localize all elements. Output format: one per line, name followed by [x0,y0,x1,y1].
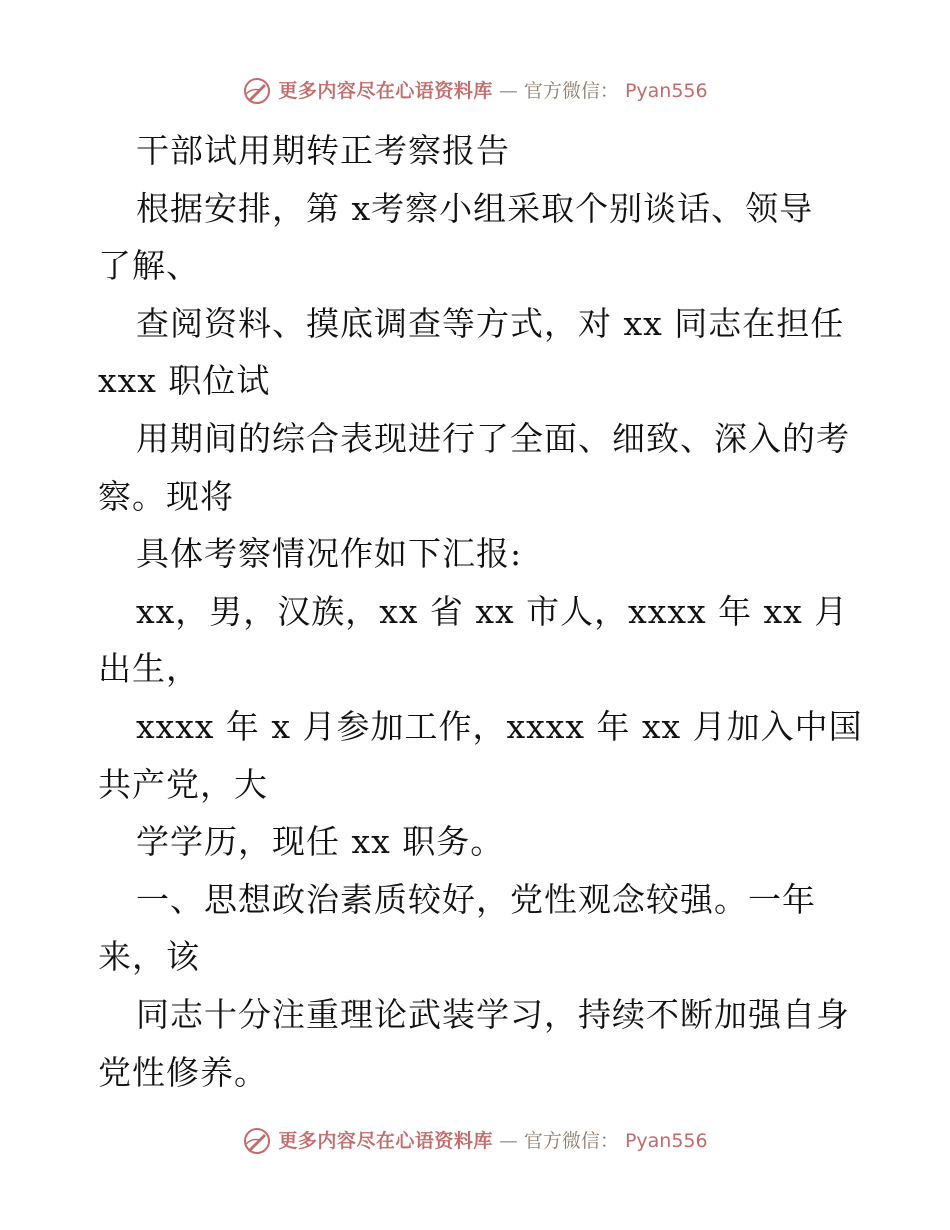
text-line: xx，男，汉族，xx 省 xx 市人，xxxx 年 xx 月 [136,591,849,631]
text-line: 了解、 [98,246,200,286]
watermark-dash: — [498,80,518,102]
document-body [98,122,863,1101]
text-line: 学学历，现任 xx 职务。 [136,822,505,862]
text-line: 察。现将 [98,476,234,516]
text-line: xxx 职位试 [98,361,271,401]
text-line: 根据安排，第 x考察小组采取个别谈话、领导 [136,188,814,228]
quill-pen-logo-icon [242,1126,272,1156]
text-line: 用期间的综合表现进行了全面、细致、深入的考 [136,418,850,458]
header-watermark [0,76,950,106]
watermark-dash: — [498,1130,518,1152]
section-heading-line: 一、思想政治素质较好，党性观念较强。一年 [136,879,816,919]
footer-watermark [0,1126,950,1156]
watermark-wechat-id: Pyan556 [624,80,708,102]
text-line: 查阅资料、摸底调查等方式，对 xx 同志在担任 [136,303,845,343]
watermark-main-text: 更多内容尽在心语资料库 [278,80,493,102]
watermark-wechat-id: Pyan556 [624,1130,708,1152]
text-line: 共产党，大 [98,764,268,804]
text-line: 出生， [98,649,200,689]
quill-pen-logo-icon [242,76,272,106]
watermark-main-text: 更多内容尽在心语资料库 [278,1130,493,1152]
text-line: 来，该 [98,937,200,977]
text-line: 具体考察情况作如下汇报: [136,534,523,574]
watermark-wechat-label: 官方微信： [523,80,619,102]
text-line: xxxx 年 x 月参加工作，xxxx 年 xx 月加入中国 [136,706,863,746]
watermark-wechat-label: 官方微信： [523,1130,619,1152]
text-line: 同志十分注重理论武装学习，持续不断加强自身 [136,994,850,1034]
document-title: 干部试用期转正考察报告 [136,131,510,170]
text-line: 党性修养。 [98,1052,268,1092]
